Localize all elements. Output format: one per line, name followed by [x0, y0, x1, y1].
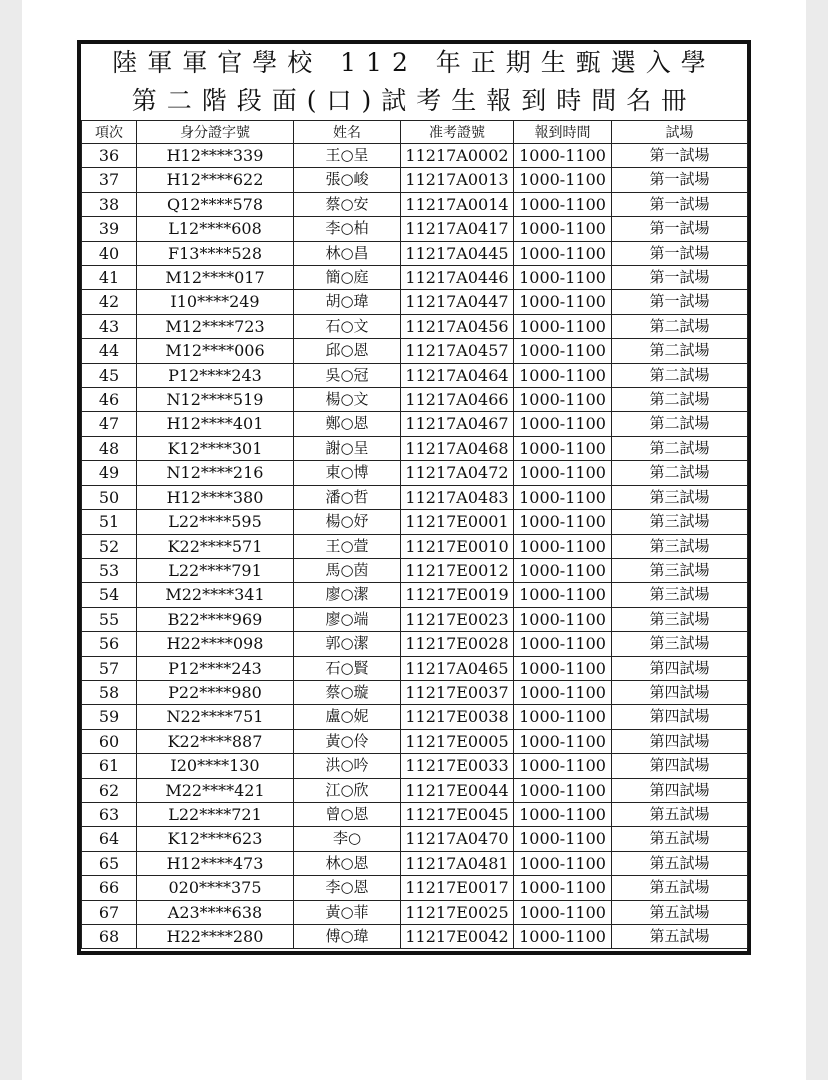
cell-id-number: H12****622: [137, 168, 294, 192]
cell-checkin-time: 1000-1100: [514, 192, 612, 216]
cell-index: 58: [82, 680, 137, 704]
cell-name: 張○峻: [294, 168, 401, 192]
cell-id-number: K22****571: [137, 534, 294, 558]
cell-exam-room: 第五試場: [612, 925, 748, 949]
cell-checkin-time: 1000-1100: [514, 290, 612, 314]
cell-index: 47: [82, 412, 137, 436]
cell-id-number: L22****595: [137, 510, 294, 534]
cell-admission-ticket: 11217A0446: [401, 266, 514, 290]
cell-name: 江○欣: [294, 778, 401, 802]
cell-name: 林○恩: [294, 851, 401, 875]
cell-checkin-time: 1000-1100: [514, 168, 612, 192]
cell-index: 56: [82, 632, 137, 656]
cell-exam-room: 第四試場: [612, 680, 748, 704]
cell-admission-ticket: 11217A0466: [401, 388, 514, 412]
cell-name: 李○柏: [294, 217, 401, 241]
cell-name: 黃○菲: [294, 900, 401, 924]
table-row: [82, 510, 748, 534]
cell-admission-ticket: 11217A0456: [401, 314, 514, 338]
cell-admission-ticket: 11217E0017: [401, 876, 514, 900]
cell-admission-ticket: 11217E0023: [401, 607, 514, 631]
table-row: [82, 266, 748, 290]
cell-exam-room: 第三試場: [612, 583, 748, 607]
cell-exam-room: 第二試場: [612, 436, 748, 460]
cell-checkin-time: 1000-1100: [514, 241, 612, 265]
cell-admission-ticket: 11217E0042: [401, 925, 514, 949]
cell-id-number: M22****341: [137, 583, 294, 607]
cell-admission-ticket: 11217A0465: [401, 656, 514, 680]
cell-checkin-time: 1000-1100: [514, 534, 612, 558]
cell-index: 39: [82, 217, 137, 241]
cell-id-number: K12****623: [137, 827, 294, 851]
cell-index: 52: [82, 534, 137, 558]
header-index: 項次: [82, 121, 137, 144]
table-header-row: [82, 121, 748, 144]
cell-name: 楊○文: [294, 388, 401, 412]
table-row: [82, 461, 748, 485]
table-row: [82, 436, 748, 460]
cell-name: 石○文: [294, 314, 401, 338]
cell-checkin-time: 1000-1100: [514, 510, 612, 534]
cell-admission-ticket: 11217A0472: [401, 461, 514, 485]
cell-id-number: H12****380: [137, 485, 294, 509]
cell-admission-ticket: 11217E0037: [401, 680, 514, 704]
table-row: [82, 583, 748, 607]
cell-admission-ticket: 11217E0012: [401, 558, 514, 582]
cell-checkin-time: 1000-1100: [514, 485, 612, 509]
cell-id-number: L12****608: [137, 217, 294, 241]
cell-exam-room: 第三試場: [612, 534, 748, 558]
cell-checkin-time: 1000-1100: [514, 802, 612, 826]
cell-exam-room: 第一試場: [612, 144, 748, 168]
cell-name: 林○昌: [294, 241, 401, 265]
cell-id-number: H12****339: [137, 144, 294, 168]
cell-admission-ticket: 11217E0010: [401, 534, 514, 558]
cell-id-number: P22****980: [137, 680, 294, 704]
cell-checkin-time: 1000-1100: [514, 607, 612, 631]
cell-id-number: H12****401: [137, 412, 294, 436]
cell-index: 40: [82, 241, 137, 265]
cell-exam-room: 第一試場: [612, 266, 748, 290]
cell-name: 李○恩: [294, 876, 401, 900]
cell-checkin-time: 1000-1100: [514, 412, 612, 436]
cell-id-number: L22****791: [137, 558, 294, 582]
cell-exam-room: 第一試場: [612, 192, 748, 216]
cell-index: 37: [82, 168, 137, 192]
table-row: [82, 412, 748, 436]
cell-index: 44: [82, 339, 137, 363]
table-row: [82, 144, 748, 168]
document-page: [22, 0, 806, 1080]
cell-name: 潘○哲: [294, 485, 401, 509]
cell-id-number: P12****243: [137, 363, 294, 387]
cell-exam-room: 第五試場: [612, 876, 748, 900]
cell-exam-room: 第三試場: [612, 510, 748, 534]
cell-index: 55: [82, 607, 137, 631]
table-row: [82, 778, 748, 802]
cell-exam-room: 第三試場: [612, 485, 748, 509]
cell-exam-room: 第一試場: [612, 168, 748, 192]
cell-index: 43: [82, 314, 137, 338]
cell-name: 楊○妤: [294, 510, 401, 534]
header-exam-room: 試場: [612, 121, 748, 144]
table-row: [82, 632, 748, 656]
cell-admission-ticket: 11217E0044: [401, 778, 514, 802]
cell-checkin-time: 1000-1100: [514, 217, 612, 241]
cell-name: 郭○潔: [294, 632, 401, 656]
table-row: [82, 363, 748, 387]
cell-id-number: H12****473: [137, 851, 294, 875]
cell-index: 45: [82, 363, 137, 387]
cell-id-number: M22****421: [137, 778, 294, 802]
cell-index: 48: [82, 436, 137, 460]
cell-name: 廖○端: [294, 607, 401, 631]
table-row: [82, 729, 748, 753]
cell-id-number: B22****969: [137, 607, 294, 631]
cell-admission-ticket: 11217E0028: [401, 632, 514, 656]
cell-name: 盧○妮: [294, 705, 401, 729]
cell-checkin-time: 1000-1100: [514, 925, 612, 949]
cell-exam-room: 第五試場: [612, 851, 748, 875]
cell-id-number: 020****375: [137, 876, 294, 900]
cell-index: 41: [82, 266, 137, 290]
cell-checkin-time: 1000-1100: [514, 144, 612, 168]
cell-admission-ticket: 11217A0457: [401, 339, 514, 363]
cell-admission-ticket: 11217A0483: [401, 485, 514, 509]
roster-body: [82, 144, 748, 949]
cell-admission-ticket: 11217A0464: [401, 363, 514, 387]
cell-checkin-time: 1000-1100: [514, 461, 612, 485]
cell-exam-room: 第二試場: [612, 412, 748, 436]
cell-id-number: M12****723: [137, 314, 294, 338]
cell-checkin-time: 1000-1100: [514, 680, 612, 704]
cell-checkin-time: 1000-1100: [514, 558, 612, 582]
cell-name: 王○呈: [294, 144, 401, 168]
table-row: [82, 241, 748, 265]
cell-admission-ticket: 11217E0033: [401, 754, 514, 778]
cell-index: 36: [82, 144, 137, 168]
cell-exam-room: 第二試場: [612, 461, 748, 485]
roster-table: [81, 120, 748, 949]
table-row: [82, 925, 748, 949]
cell-index: 67: [82, 900, 137, 924]
cell-index: 59: [82, 705, 137, 729]
cell-id-number: N22****751: [137, 705, 294, 729]
cell-name: 馬○茵: [294, 558, 401, 582]
cell-checkin-time: 1000-1100: [514, 778, 612, 802]
cell-checkin-time: 1000-1100: [514, 314, 612, 338]
cell-index: 42: [82, 290, 137, 314]
cell-admission-ticket: 11217E0045: [401, 802, 514, 826]
cell-name: 王○萱: [294, 534, 401, 558]
cell-admission-ticket: 11217E0001: [401, 510, 514, 534]
cell-name: 邱○恩: [294, 339, 401, 363]
cell-id-number: I10****249: [137, 290, 294, 314]
header-checkin-time: 報到時間: [514, 121, 612, 144]
cell-checkin-time: 1000-1100: [514, 339, 612, 363]
cell-index: 57: [82, 656, 137, 680]
cell-index: 65: [82, 851, 137, 875]
cell-index: 46: [82, 388, 137, 412]
cell-checkin-time: 1000-1100: [514, 705, 612, 729]
table-row: [82, 876, 748, 900]
table-row: [82, 388, 748, 412]
cell-checkin-time: 1000-1100: [514, 656, 612, 680]
roster-frame: [77, 40, 751, 955]
cell-exam-room: 第二試場: [612, 363, 748, 387]
cell-checkin-time: 1000-1100: [514, 900, 612, 924]
cell-name: 石○賢: [294, 656, 401, 680]
cell-exam-room: 第三試場: [612, 632, 748, 656]
table-row: [82, 558, 748, 582]
cell-admission-ticket: 11217A0014: [401, 192, 514, 216]
document-title-line-2: 第二階段面(口)試考生報到時間名冊: [131, 86, 697, 115]
cell-admission-ticket: 11217A0467: [401, 412, 514, 436]
cell-admission-ticket: 11217E0038: [401, 705, 514, 729]
table-row: [82, 851, 748, 875]
cell-index: 54: [82, 583, 137, 607]
cell-checkin-time: 1000-1100: [514, 876, 612, 900]
cell-index: 62: [82, 778, 137, 802]
cell-index: 50: [82, 485, 137, 509]
header-admission-ticket: 准考證號: [401, 121, 514, 144]
table-row: [82, 192, 748, 216]
cell-id-number: N12****216: [137, 461, 294, 485]
cell-name: 胡○瑋: [294, 290, 401, 314]
table-row: [82, 168, 748, 192]
cell-index: 63: [82, 802, 137, 826]
cell-id-number: I20****130: [137, 754, 294, 778]
cell-name: 洪○吟: [294, 754, 401, 778]
cell-id-number: N12****519: [137, 388, 294, 412]
cell-index: 53: [82, 558, 137, 582]
table-row: [82, 827, 748, 851]
cell-index: 68: [82, 925, 137, 949]
cell-checkin-time: 1000-1100: [514, 851, 612, 875]
cell-exam-room: 第四試場: [612, 729, 748, 753]
cell-admission-ticket: 11217A0447: [401, 290, 514, 314]
cell-checkin-time: 1000-1100: [514, 827, 612, 851]
table-row: [82, 485, 748, 509]
cell-name: 鄭○恩: [294, 412, 401, 436]
cell-admission-ticket: 11217A0468: [401, 436, 514, 460]
cell-name: 謝○呈: [294, 436, 401, 460]
cell-id-number: A23****638: [137, 900, 294, 924]
cell-checkin-time: 1000-1100: [514, 388, 612, 412]
cell-admission-ticket: 11217A0417: [401, 217, 514, 241]
cell-checkin-time: 1000-1100: [514, 436, 612, 460]
cell-admission-ticket: 11217E0025: [401, 900, 514, 924]
cell-id-number: M12****017: [137, 266, 294, 290]
cell-name: 廖○潔: [294, 583, 401, 607]
cell-admission-ticket: 11217A0002: [401, 144, 514, 168]
cell-id-number: P12****243: [137, 656, 294, 680]
cell-exam-room: 第五試場: [612, 900, 748, 924]
cell-exam-room: 第二試場: [612, 339, 748, 363]
cell-admission-ticket: 11217E0005: [401, 729, 514, 753]
table-row: [82, 754, 748, 778]
cell-index: 60: [82, 729, 137, 753]
cell-id-number: H22****098: [137, 632, 294, 656]
cell-checkin-time: 1000-1100: [514, 363, 612, 387]
cell-id-number: K22****887: [137, 729, 294, 753]
cell-id-number: H22****280: [137, 925, 294, 949]
cell-checkin-time: 1000-1100: [514, 729, 612, 753]
cell-index: 66: [82, 876, 137, 900]
cell-exam-room: 第一試場: [612, 290, 748, 314]
cell-exam-room: 第四試場: [612, 705, 748, 729]
document-title-line-1: 陸軍軍官學校 112 年正期生甄選入學: [112, 48, 716, 77]
cell-exam-room: 第四試場: [612, 754, 748, 778]
table-row: [82, 339, 748, 363]
cell-name: 東○博: [294, 461, 401, 485]
cell-index: 51: [82, 510, 137, 534]
table-row: [82, 534, 748, 558]
header-id-number: 身分證字號: [137, 121, 294, 144]
header-name: 姓名: [294, 121, 401, 144]
table-row: [82, 705, 748, 729]
cell-exam-room: 第四試場: [612, 656, 748, 680]
cell-exam-room: 第一試場: [612, 241, 748, 265]
cell-checkin-time: 1000-1100: [514, 754, 612, 778]
cell-name: 曾○恩: [294, 802, 401, 826]
table-row: [82, 314, 748, 338]
cell-index: 64: [82, 827, 137, 851]
cell-admission-ticket: 11217A0445: [401, 241, 514, 265]
cell-checkin-time: 1000-1100: [514, 266, 612, 290]
cell-id-number: L22****721: [137, 802, 294, 826]
cell-id-number: K12****301: [137, 436, 294, 460]
table-row: [82, 680, 748, 704]
cell-name: 黃○伶: [294, 729, 401, 753]
cell-exam-room: 第一試場: [612, 217, 748, 241]
cell-name: 吳○冠: [294, 363, 401, 387]
table-row: [82, 900, 748, 924]
table-row: [82, 217, 748, 241]
cell-exam-room: 第三試場: [612, 607, 748, 631]
cell-index: 61: [82, 754, 137, 778]
cell-name: 蔡○安: [294, 192, 401, 216]
table-row: [82, 802, 748, 826]
cell-exam-room: 第三試場: [612, 558, 748, 582]
cell-id-number: Q12****578: [137, 192, 294, 216]
table-row: [82, 290, 748, 314]
cell-index: 38: [82, 192, 137, 216]
cell-admission-ticket: 11217A0481: [401, 851, 514, 875]
table-row: [82, 607, 748, 631]
cell-name: 李○: [294, 827, 401, 851]
cell-admission-ticket: 11217A0470: [401, 827, 514, 851]
cell-admission-ticket: 11217E0019: [401, 583, 514, 607]
cell-index: 49: [82, 461, 137, 485]
cell-exam-room: 第五試場: [612, 827, 748, 851]
cell-name: 簡○庭: [294, 266, 401, 290]
cell-name: 蔡○璇: [294, 680, 401, 704]
cell-exam-room: 第四試場: [612, 778, 748, 802]
cell-exam-room: 第五試場: [612, 802, 748, 826]
cell-checkin-time: 1000-1100: [514, 632, 612, 656]
cell-exam-room: 第二試場: [612, 314, 748, 338]
cell-id-number: M12****006: [137, 339, 294, 363]
cell-admission-ticket: 11217A0013: [401, 168, 514, 192]
cell-name: 傅○瑋: [294, 925, 401, 949]
cell-checkin-time: 1000-1100: [514, 583, 612, 607]
cell-id-number: F13****528: [137, 241, 294, 265]
cell-exam-room: 第二試場: [612, 388, 748, 412]
table-row: [82, 656, 748, 680]
